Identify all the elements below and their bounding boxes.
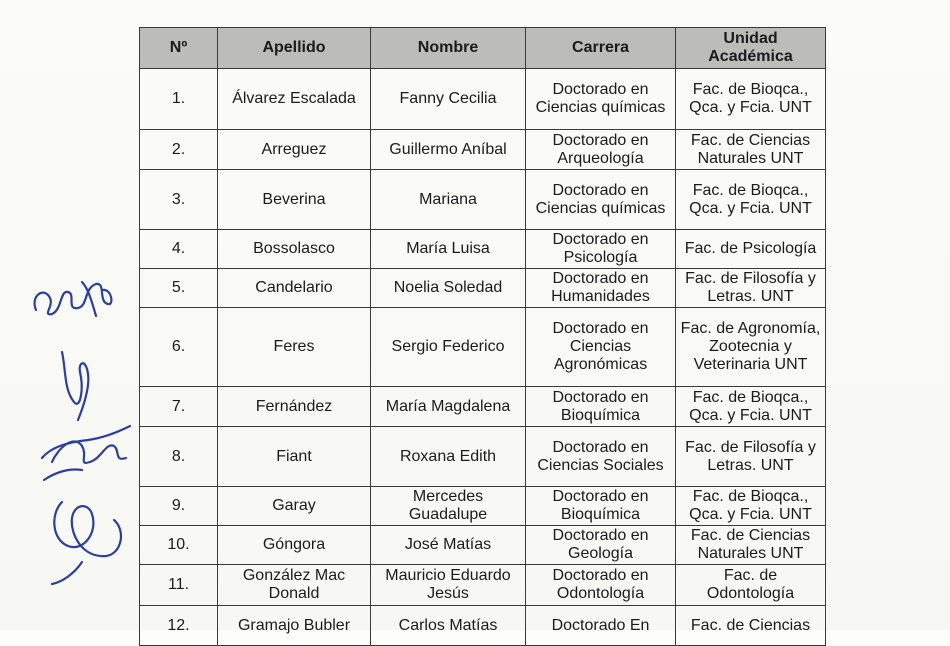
cell-carrera: Doctorado en Ciencias Sociales [526, 427, 676, 487]
cell-num: 6. [140, 308, 218, 387]
cell-carrera: Doctorado En [526, 606, 676, 646]
header-unidad: Unidad Académica [676, 28, 826, 69]
cell-carrera: Doctorado en Geología [526, 526, 676, 565]
cell-unidad: Fac. de Filosofía y Letras. UNT [676, 269, 826, 308]
cell-apellido: Fiant [218, 427, 371, 487]
cell-unidad: Fac. de Bioqca., Qca. y Fcia. UNT [676, 170, 826, 230]
cell-nombre: María Magdalena [371, 387, 526, 427]
cell-num: 12. [140, 606, 218, 646]
cell-num: 11. [140, 565, 218, 606]
table-row [140, 230, 826, 269]
table-row [140, 526, 826, 565]
table-row [140, 427, 826, 487]
cell-carrera: Doctorado en Ciencias químicas [526, 69, 676, 130]
cell-num: 2. [140, 130, 218, 170]
cell-nombre: Noelia Soledad [371, 269, 526, 308]
cell-carrera: Doctorado en Bioquímica [526, 487, 676, 526]
cell-nombre: Guillermo Aníbal [371, 130, 526, 170]
cell-apellido: Fernández [218, 387, 371, 427]
table-row [140, 170, 826, 230]
cell-carrera: Doctorado en Arqueología [526, 130, 676, 170]
header-apellido: Apellido [218, 28, 371, 69]
cell-num: 9. [140, 487, 218, 526]
cell-apellido: Gramajo Bubler [218, 606, 371, 646]
cell-apellido: González Mac Donald [218, 565, 371, 606]
cell-apellido: Beverina [218, 170, 371, 230]
cell-num: 1. [140, 69, 218, 130]
cell-carrera: Doctorado en Psicología [526, 230, 676, 269]
cell-num: 4. [140, 230, 218, 269]
header-carrera: Carrera [526, 28, 676, 69]
cell-nombre: Fanny Cecilia [371, 69, 526, 130]
cell-num: 3. [140, 170, 218, 230]
cell-unidad: Fac. de Bioqca., Qca. y Fcia. UNT [676, 69, 826, 130]
cell-num: 10. [140, 526, 218, 565]
cell-carrera: Doctorado en Bioquímica [526, 387, 676, 427]
cell-num: 8. [140, 427, 218, 487]
cell-apellido: Garay [218, 487, 371, 526]
header-nombre: Nombre [371, 28, 526, 69]
cell-carrera: Doctorado en Ciencias químicas [526, 170, 676, 230]
table-header-row [140, 28, 826, 69]
cell-carrera: Doctorado en Ciencias Agronómicas [526, 308, 676, 387]
header-num: Nº [140, 28, 218, 69]
cell-num: 7. [140, 387, 218, 427]
cell-nombre: Mauricio Eduardo Jesús [371, 565, 526, 606]
cell-nombre: Mariana [371, 170, 526, 230]
cell-unidad: Fac. de Ciencias Naturales UNT [676, 130, 826, 170]
cell-unidad: Fac. de Odontología [676, 565, 826, 606]
cell-unidad: Fac. de Bioqca., Qca. y Fcia. UNT [676, 387, 826, 427]
cell-unidad: Fac. de Psicología [676, 230, 826, 269]
table-row [140, 387, 826, 427]
table-row [140, 565, 826, 606]
cell-unidad: Fac. de Agronomía, Zootecnia y Veterinaria UNT [676, 308, 826, 387]
cell-unidad: Fac. de Bioqca., Qca. y Fcia. UNT [676, 487, 826, 526]
cell-apellido: Arreguez [218, 130, 371, 170]
cell-carrera: Doctorado en Odontología [526, 565, 676, 606]
cell-nombre: Carlos Matías [371, 606, 526, 646]
cell-apellido: Álvarez Escalada [218, 69, 371, 130]
cell-unidad: Fac. de Ciencias [676, 606, 826, 646]
cell-apellido: Feres [218, 308, 371, 387]
cell-nombre: José Matías [371, 526, 526, 565]
table-row [140, 130, 826, 170]
table-row [140, 69, 826, 130]
cell-nombre: Sergio Federico [371, 308, 526, 387]
cell-apellido: Góngora [218, 526, 371, 565]
cell-nombre: Mercedes Guadalupe [371, 487, 526, 526]
cell-carrera: Doctorado en Humanidades [526, 269, 676, 308]
cell-apellido: Candelario [218, 269, 371, 308]
cell-nombre: María Luisa [371, 230, 526, 269]
cell-unidad: Fac. de Ciencias Naturales UNT [676, 526, 826, 565]
cell-num: 5. [140, 269, 218, 308]
cell-apellido: Bossolasco [218, 230, 371, 269]
cell-nombre: Roxana Edith [371, 427, 526, 487]
table-row [140, 606, 826, 646]
handwritten-signature [22, 262, 152, 592]
roster-table [139, 27, 826, 646]
cell-unidad: Fac. de Filosofía y Letras. UNT [676, 427, 826, 487]
table-row [140, 269, 826, 308]
table-row [140, 308, 826, 387]
table-row [140, 487, 826, 526]
